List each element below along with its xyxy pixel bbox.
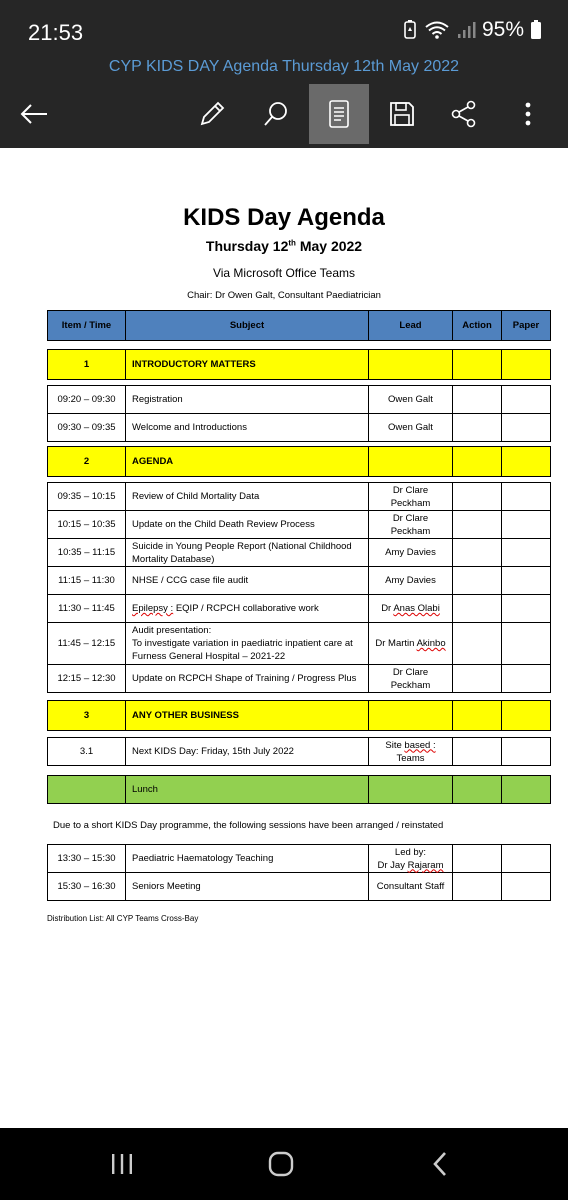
row-action: [453, 414, 502, 442]
toolbar: [0, 84, 568, 144]
row-lead: [369, 738, 453, 766]
row-subject: Welcome and Introductions: [126, 414, 369, 442]
row-time: 10:35 – 11:15: [48, 539, 126, 567]
row-lead: [369, 665, 453, 693]
status-bar: [0, 0, 568, 56]
section-action-cell: [453, 350, 502, 380]
row-action: [453, 623, 502, 665]
lead-line: Led by:: [394, 846, 427, 858]
section-number: 2: [48, 447, 126, 477]
table-header-row: [48, 311, 551, 341]
row-lead: Amy Davies: [369, 567, 453, 595]
lunch-row: [48, 776, 551, 804]
table-row: [48, 414, 551, 442]
row-paper: [502, 386, 551, 414]
programme-note: Due to a short KIDS Day programme, the following sessions have been arranged / reinstated: [53, 820, 444, 831]
section-title: AGENDA: [126, 447, 369, 477]
save-icon[interactable]: [372, 84, 432, 144]
table-row: [48, 738, 551, 766]
row-paper: [502, 873, 551, 901]
row-time: 11:15 – 11:30: [48, 567, 126, 595]
row-paper: [502, 845, 551, 873]
top-app-bar: [0, 0, 568, 148]
agenda-header-table: [47, 310, 551, 341]
lunch-time-cell: [48, 776, 126, 804]
table-row: [48, 386, 551, 414]
row-paper: [502, 483, 551, 511]
section-number: 3: [48, 701, 126, 731]
section-lead-cell: [369, 350, 453, 380]
row-paper: [502, 539, 551, 567]
header-subject: Subject: [126, 311, 369, 341]
row-time: 09:35 – 10:15: [48, 483, 126, 511]
wifi-icon: [424, 20, 450, 40]
section-row: [48, 701, 551, 731]
lead-text: Site: [385, 739, 405, 751]
section-title: ANY OTHER BUSINESS: [126, 701, 369, 731]
row-paper: [502, 511, 551, 539]
section-3-rows: [47, 737, 551, 766]
row-lead: [369, 623, 453, 665]
row-lead: [369, 595, 453, 623]
row-subject: NHSE / CCG case file audit: [126, 567, 369, 595]
section-action-cell: [453, 447, 502, 477]
row-paper: [502, 595, 551, 623]
section-1-table: [47, 349, 551, 380]
status-time: 21:53: [28, 20, 84, 45]
battery-icon: [530, 20, 542, 40]
row-time: 11:45 – 12:15: [48, 623, 126, 665]
section-1-rows: [47, 385, 551, 442]
spellcheck-word: Akinbo: [416, 638, 446, 649]
row-action: [453, 483, 502, 511]
home-icon[interactable]: [251, 1142, 311, 1186]
date-prefix: Thursday 12: [205, 238, 289, 254]
signal-icon: [456, 20, 476, 40]
lead-text: Dr Jay: [377, 859, 408, 871]
row-time: 15:30 – 16:30: [48, 873, 126, 901]
battery-percent: 95%: [481, 18, 524, 41]
row-action: [453, 845, 502, 873]
subject-line: Furness General Hospital – 2021-22: [132, 651, 286, 662]
section-title: INTRODUCTORY MATTERS: [126, 350, 369, 380]
section-action-cell: [453, 701, 502, 731]
lead-text: Teams: [396, 752, 425, 764]
row-action: [453, 873, 502, 901]
table-row: [48, 845, 551, 873]
table-row: [48, 665, 551, 693]
lunch-label: Lunch: [126, 776, 369, 804]
row-lead: [369, 845, 453, 873]
spellcheck-word: based :: [404, 739, 436, 751]
row-lead: Owen Galt: [369, 414, 453, 442]
table-row: [48, 539, 551, 567]
spellcheck-word: Rajaram: [407, 859, 444, 871]
lead-line: Peckham: [390, 525, 431, 537]
lead-line: Peckham: [390, 679, 431, 691]
row-subject: Paediatric Haematology Teaching: [126, 845, 369, 873]
row-action: [453, 539, 502, 567]
lead-line: Dr Clare: [392, 484, 429, 496]
agenda-chair: Chair: Dr Owen Galt, Consultant Paediatrician: [187, 290, 381, 301]
search-icon[interactable]: [246, 84, 306, 144]
lunch-paper-cell: [502, 776, 551, 804]
more-icon[interactable]: [498, 84, 558, 144]
lunch-table: [47, 775, 551, 804]
row-subject: Next KIDS Day: Friday, 15th July 2022: [126, 738, 369, 766]
lead-line: Dr Clare: [392, 666, 429, 678]
row-time: 11:30 – 11:45: [48, 595, 126, 623]
row-paper: [502, 567, 551, 595]
row-time: 13:30 – 15:30: [48, 845, 126, 873]
pencil-icon[interactable]: [182, 84, 242, 144]
lead-line: Dr Clare: [392, 512, 429, 524]
row-action: [453, 738, 502, 766]
row-paper: [502, 738, 551, 766]
navigation-bar: [0, 1128, 568, 1200]
section-row: [48, 447, 551, 477]
lead-line: Peckham: [390, 497, 431, 509]
section-3-table: [47, 700, 551, 731]
section-number: 1: [48, 350, 126, 380]
section-paper-cell: [502, 350, 551, 380]
agenda-venue: Via Microsoft Office Teams: [212, 266, 356, 280]
row-paper: [502, 623, 551, 665]
share-icon[interactable]: [434, 84, 494, 144]
distribution-list: Distribution List: All CYP Teams Cross-Bay: [47, 914, 199, 923]
table-row: [48, 623, 551, 665]
row-time: 12:15 – 12:30: [48, 665, 126, 693]
row-time: 09:20 – 09:30: [48, 386, 126, 414]
battery-saver-icon: [402, 20, 418, 40]
section-row: [48, 350, 551, 380]
spellcheck-word: Anas Olabi: [393, 603, 440, 614]
lunch-action-cell: [453, 776, 502, 804]
row-subject: [126, 623, 369, 665]
row-subject: Update on the Child Death Review Process: [126, 511, 369, 539]
row-subject: Registration: [126, 386, 369, 414]
row-lead: [369, 483, 453, 511]
table-row: [48, 873, 551, 901]
header-action: Action: [453, 311, 502, 341]
header-lead: Lead: [369, 311, 453, 341]
row-action: [453, 665, 502, 693]
row-paper: [502, 665, 551, 693]
row-time: 10:15 – 10:35: [48, 511, 126, 539]
table-row: [48, 567, 551, 595]
subject-line: To investigate variation in paediatric inpatient care at: [132, 638, 353, 649]
subject-text: EQIP / RCPCH collaborative work: [173, 603, 319, 614]
spellcheck-word: Epilepsy :: [132, 603, 174, 614]
status-icons: [402, 18, 542, 42]
row-subject: [126, 539, 369, 567]
date-suffix: May 2022: [295, 238, 363, 254]
section-lead-cell: [369, 447, 453, 477]
row-subject: [126, 595, 369, 623]
row-action: [453, 386, 502, 414]
row-subject: Seniors Meeting: [126, 873, 369, 901]
table-row: [48, 595, 551, 623]
row-action: [453, 595, 502, 623]
agenda-date: [0, 238, 568, 254]
row-number: 3.1: [48, 738, 126, 766]
row-lead: Consultant Staff: [369, 873, 453, 901]
back-icon[interactable]: [410, 1142, 470, 1186]
lead-text: Dr Martin: [375, 638, 417, 649]
row-action: [453, 567, 502, 595]
row-lead: Owen Galt: [369, 386, 453, 414]
row-subject: Review of Child Mortality Data: [126, 483, 369, 511]
document-page[interactable]: [0, 148, 568, 1128]
row-paper: [502, 414, 551, 442]
header-item-time: Item / Time: [48, 311, 126, 341]
subject-line: Suicide in Young People Report (National Childhood: [132, 540, 352, 552]
section-paper-cell: [502, 447, 551, 477]
back-arrow-icon[interactable]: [4, 84, 64, 144]
date-superscript: th: [288, 238, 296, 248]
document-title: CYP KIDS DAY Agenda Thursday 12th May 2022: [108, 58, 460, 75]
subject-line: Mortality Database): [132, 553, 215, 565]
row-subject: Update on RCPCH Shape of Training / Progress Plus: [126, 665, 369, 693]
agenda-title: KIDS Day Agenda: [183, 204, 385, 231]
reading-mode-icon[interactable]: [309, 84, 369, 144]
row-time: 09:30 – 09:35: [48, 414, 126, 442]
section-paper-cell: [502, 701, 551, 731]
extra-sessions-table: [47, 844, 551, 901]
section-2-table: [47, 446, 551, 477]
lunch-lead-cell: [369, 776, 453, 804]
lead-line: [375, 859, 446, 872]
section-lead-cell: [369, 701, 453, 731]
recent-apps-icon[interactable]: [92, 1142, 152, 1186]
row-lead: [369, 511, 453, 539]
row-lead: Amy Davies: [369, 539, 453, 567]
header-paper: Paper: [502, 311, 551, 341]
subject-line: Audit presentation:: [132, 625, 212, 636]
row-action: [453, 511, 502, 539]
table-row: [48, 511, 551, 539]
lead-text: Dr: [381, 603, 394, 614]
table-row: [48, 483, 551, 511]
section-2-rows: [47, 482, 551, 693]
